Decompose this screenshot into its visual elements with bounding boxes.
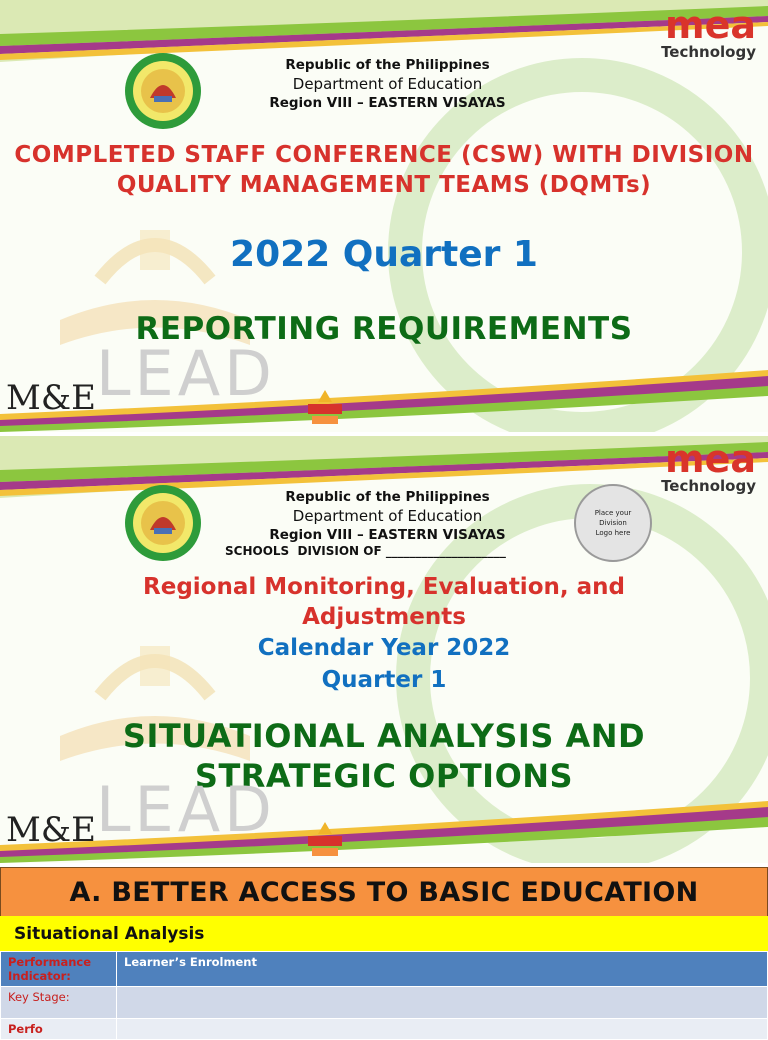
quarter-label: Quarter 1 (321, 667, 447, 693)
situational-analysis-title-line1: SITUATIONAL ANALYSIS AND (122, 717, 646, 755)
schools-division-label: SCHOOLS DIVISION OF ____________________ (225, 544, 506, 558)
m-and-e-wordmark: M&E (6, 810, 96, 850)
mea-technology-logo (640, 3, 756, 64)
placeholder-line-2: Division (599, 519, 627, 527)
placeholder-line-3: Logo here (595, 529, 631, 537)
deped-header (255, 56, 520, 113)
lead-wordmark: LEAD (96, 773, 276, 846)
center-emblem-icon (302, 388, 348, 428)
situational-analysis-heading: Situational Analysis (0, 916, 768, 951)
row-label: Perfo (1, 1019, 117, 1040)
deped-header (255, 488, 520, 545)
row-value[interactable]: Learner’s Enrolment (117, 952, 768, 987)
deped-region-seal (124, 52, 202, 130)
lead-logo (96, 337, 306, 410)
m-and-e-logo (6, 808, 96, 856)
mea-wordmark: mea (664, 437, 756, 481)
row-value[interactable] (117, 987, 768, 1019)
slide-title-reporting (0, 0, 768, 432)
region-label: Region VIII – EASTERN VISAYAS (269, 95, 506, 111)
department-label: Department of Education (292, 507, 483, 525)
row-label: Key Stage: (1, 987, 117, 1019)
republic-label: Republic of the Philippines (285, 57, 490, 73)
row-label: Performance Indicator: (1, 952, 117, 987)
m-and-e-wordmark: M&E (6, 378, 96, 418)
technology-wordmark: Technology (661, 477, 756, 495)
performance-indicator-table (0, 951, 768, 1040)
region-label: Region VIII – EASTERN VISAYAS (269, 527, 506, 543)
table-row (1, 952, 768, 987)
reporting-requirements-title: REPORTING REQUIREMENTS (135, 311, 633, 347)
rmea-title-line2: Adjustments (302, 604, 466, 630)
placeholder-line-1: Place your (594, 509, 632, 517)
mea-wordmark: mea (664, 3, 756, 47)
conference-title: COMPLETED STAFF CONFERENCE (CSW) WITH DIVISION QUALITY MANAGEMENT TEAMS (DQMTs) (14, 142, 754, 198)
republic-label: Republic of the Philippines (285, 489, 490, 505)
lead-wordmark: LEAD (96, 337, 276, 410)
department-label: Department of Education (292, 75, 483, 93)
center-emblem-icon (302, 820, 348, 860)
row-value[interactable] (117, 1019, 768, 1040)
year-quarter-title: 2022 Quarter 1 (230, 234, 538, 275)
table-row (1, 987, 768, 1019)
technology-wordmark: Technology (661, 43, 756, 61)
lead-logo (96, 773, 306, 846)
mea-technology-logo (640, 437, 756, 498)
calendar-year-label: Calendar Year 2022 (257, 635, 511, 661)
table-row (1, 1019, 768, 1040)
rmea-title-line1: Regional Monitoring, Evaluation, and (143, 574, 625, 600)
slide-situational-analysis (0, 436, 768, 863)
m-and-e-logo (6, 376, 96, 424)
situational-analysis-title-line2: STRATEGIC OPTIONS (194, 757, 574, 795)
deped-region-seal (124, 484, 202, 562)
better-access-banner: A. BETTER ACCESS TO BASIC EDUCATION (0, 867, 768, 917)
